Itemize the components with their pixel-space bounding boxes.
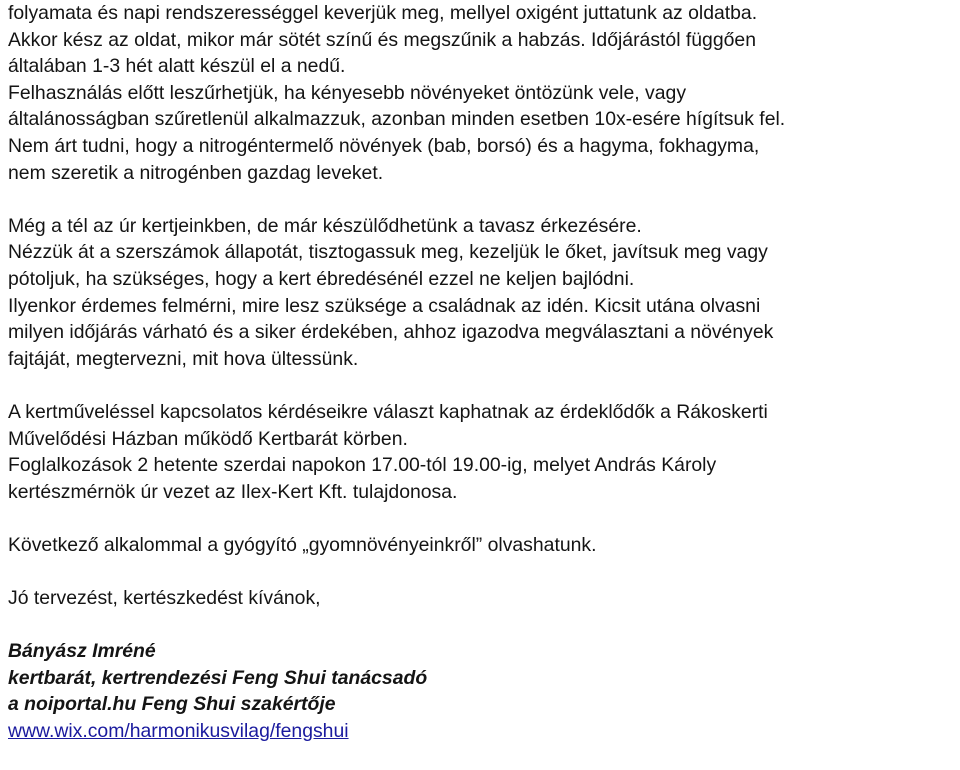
document-body: [8, 0, 958, 745]
text-line: A kertműveléssel kapcsolatos kérdéseikre választ kaphatnak az érdeklődők a Rákoskerti: [8, 400, 768, 423]
text-line: Ilyenkor érdemes felmérni, mire lesz szüksége a családnak az idén. Kicsit utána olvasni: [8, 294, 761, 317]
paragraph-winter: [8, 213, 958, 373]
text-line: milyen időjárás várható és a siker érdekében, ahhoz igazodva megválasztani a növények: [8, 321, 774, 344]
signature-block: [8, 638, 958, 744]
text-line: Foglalkozások 2 hetente szerdai napokon 17.00-tól 19.00-ig, melyet András Károly: [8, 454, 717, 477]
text-line: nem szeretik a nitrogénben gazdag leveket.: [8, 161, 384, 184]
author-affiliation: a noiportal.hu Feng Shui szakértője: [8, 693, 336, 716]
text-line: Nem árt tudni, hogy a nitrogéntermelő növények (bab, borsó) és a hagyma, fokhagyma,: [8, 134, 760, 157]
paragraph-gap: [8, 372, 958, 399]
text-line: folyamata és napi rendszerességgel keverjük meg, mellyel oxigént juttatunk az oldatba.: [8, 2, 758, 24]
text-line: pótoljuk, ha szükséges, hogy a kert ébredésénél ezzel ne keljen bajlódni.: [8, 267, 635, 290]
website-link[interactable]: www.wix.com/harmonikusvilag/fengshui: [8, 720, 349, 743]
text-line: kertészmérnök úr vezet az Ilex-Kert Kft. tulajdonosa.: [8, 480, 458, 503]
paragraph-gap: [8, 558, 958, 585]
author-title: kertbarát, kertrendezési Feng Shui tanácsadó: [8, 666, 428, 689]
paragraph-next-topic: Következő alkalommal a gyógyító „gyomnövényeinkről” olvashatunk.: [8, 533, 597, 556]
text-line: Felhasználás előtt leszűrhetjük, ha kényesebb növényeket öntözünk vele, vagy: [8, 81, 687, 104]
text-line: fajtáját, megtervezni, mit hova ültessünk.: [8, 347, 359, 370]
closing-greeting: Jó tervezést, kertészkedést kívánok,: [8, 587, 321, 610]
text-line: Még a tél az úr kertjeinkben, de már készülődhetünk a tavasz érkezésére.: [8, 214, 642, 237]
paragraph-compost: [8, 0, 958, 186]
text-line: Akkor kész az oldat, mikor már sötét színű és megszűnik a habzás. Időjárástól függően: [8, 28, 756, 51]
paragraph-gap: [8, 505, 958, 532]
text-line: általában 1-3 hét alatt készül el a nedű.: [8, 55, 346, 78]
text-line: Nézzük át a szerszámok állapotát, tisztogassuk meg, kezeljük le őket, javítsuk meg vagy: [8, 241, 768, 264]
text-line: általánosságban szűretlenül alkalmazzuk, azonban minden esetben 10x-esére hígítsuk fel.: [8, 108, 786, 131]
paragraph-club: [8, 399, 958, 505]
text-line: Művelődési Házban működő Kertbarát körben.: [8, 427, 408, 450]
author-name: Bányász Imréné: [8, 640, 156, 663]
paragraph-gap: [8, 186, 958, 213]
paragraph-gap: [8, 612, 958, 639]
